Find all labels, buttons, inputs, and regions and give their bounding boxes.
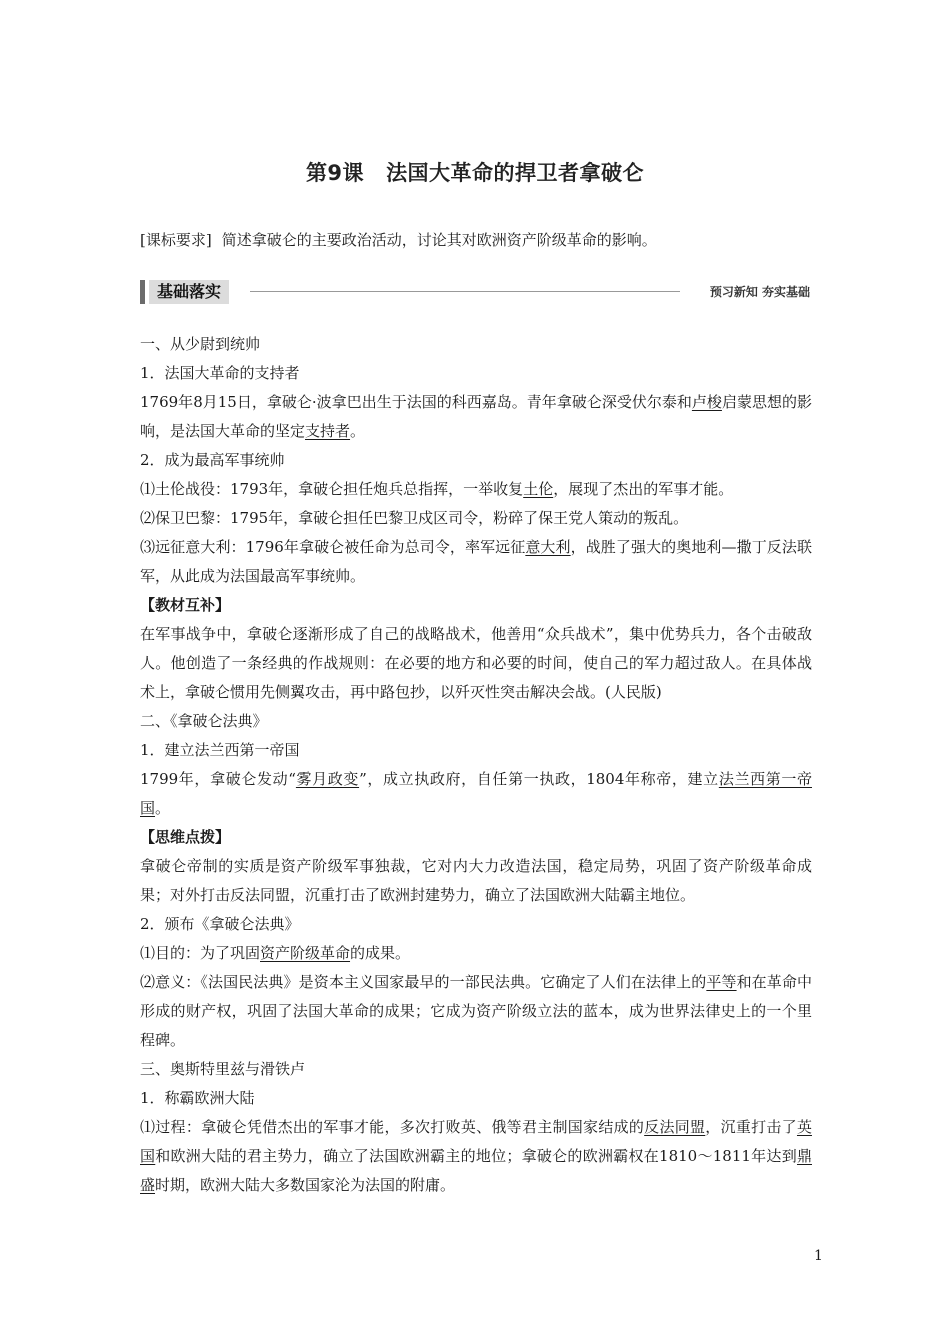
text: 和在革命中形成的财产权，巩固了法国大革命的成果；它成为资产阶级立法的蓝本，成为世界法律史上的一个里程碑。 [140,973,812,1049]
text: ”，成立执政府，自任第一执政，1804年称帝，建立 [359,770,719,788]
text: 和欧洲大陆的君主势力，确立了法国欧洲霸主的地位；拿破仑的欧洲霸权在1810～1811年达到 [155,1147,797,1165]
heading-2: 二、《拿破仑法典》 [140,712,268,730]
thinking-tip-text: 拿破仑帝制的实质是资产阶级军事独裁，它对内大力改造法国，稳定局势，巩固了资产阶级革命成果；对外打击反法同盟，沉重打击了欧洲封建势力，确立了法国欧洲大陆霸主地位。 [140,857,812,904]
document-body [140,330,812,1200]
underlined-term: 法兰西第一帝国 [140,770,812,817]
text: ⑴过程：拿破仑凭借杰出的军事才能，多次打败英、俄等君主制国家结成的 [140,1118,645,1136]
paragraph [140,765,812,823]
paragraph [140,388,812,446]
heading-1: 一、从少尉到统帅 [140,335,261,353]
underlined-term: 反法同盟 [644,1118,706,1136]
lesson-name: 法国大革命的捍卫者拿破仑 [386,161,645,185]
list-item [140,475,812,504]
text: ⑴目的：为了巩固 [140,944,261,962]
section-subtitle: 预习新知 夯实基础 [709,285,810,299]
section-divider [250,291,680,292]
text: ⑴土伦战役：1793年，拿破仑担任炮兵总指挥，一举收复 [140,480,524,498]
text: 1769年8月15日，拿破仑·波拿巴出生于法国的科西嘉岛。青年拿破仑深受伏尔泰和 [140,393,692,411]
list-item [140,533,812,591]
text: 1799年，拿破仑发动“ [140,770,296,788]
text: 。 [350,422,366,440]
section-marker [140,280,145,304]
text: 时期，欧洲大陆大多数国家沦为法国的附庸。 [155,1176,456,1194]
underlined-term: 意大利 [525,538,571,556]
text: 。 [155,799,171,817]
curriculum-requirement [140,230,657,250]
underlined-term: 雾月政变 [295,770,360,788]
list-item [140,939,812,968]
underlined-term: 卢梭 [691,393,722,411]
subheading-3-1: 1．称霸欧洲大陆 [140,1089,255,1107]
text: 启蒙思想的影响，是法国大革命的坚定 [140,393,812,440]
textbook-supplement-heading: 【教材互补】 [140,596,231,614]
underlined-term: 支持者 [305,422,351,440]
subheading-1-1: 1．法国大革命的支持者 [140,364,300,382]
underlined-term: 资产阶级革命 [260,944,351,962]
textbook-supplement-text: 在军事战争中，拿破仑逐渐形成了自己的战略战术，他善用“众兵战术”，集中优势兵力，各个击破敌人。他创造了一条经典的作战规则：在必要的地方和必要的时间，使自己的军力超过敌人。在具体战术上，拿破仑惯用先侧翼攻击，再中路包抄，以歼灭性突击解决会战。(人民版) [140,625,812,701]
underlined-term: 鼎盛 [140,1147,812,1194]
text: ，战胜了强大的奥地利—撒丁反法联军，从此成为法国最高军事统帅。 [140,538,812,585]
section-header [140,278,810,306]
requirement-text: 简述拿破仑的主要政治活动，讨论其对欧洲资产阶级革命的影响。 [221,231,657,249]
text: ⑶远征意大利：1796年拿破仑被任命为总司令，率军远征 [140,538,526,556]
underlined-term: 土伦 [523,480,554,498]
list-item [140,968,812,1055]
text: ，沉重打击了 [705,1118,797,1136]
subheading-1-2: 2．成为最高军事统帅 [140,451,285,469]
page-number: 1 [814,1248,823,1264]
underlined-term: 平等 [706,973,737,991]
list-item [140,1113,812,1200]
section-label: 基础落实 [149,280,229,304]
subheading-2-1: 1．建立法兰西第一帝国 [140,741,300,759]
text: 的成果。 [350,944,411,962]
text: ⑵意义：《法国民法典》是资本主义国家最早的一部民法典。它确定了人们在法律上的 [140,973,707,991]
lesson-title [0,157,950,187]
list-item: ⑵保卫巴黎：1795年，拿破仑担任巴黎卫戍区司令，粉碎了保王党人策动的叛乱。 [140,509,689,527]
subheading-2-2: 2．颁布《拿破仑法典》 [140,915,300,933]
thinking-tip-heading: 【思维点拨】 [140,828,231,846]
heading-3: 三、奥斯特里兹与滑铁卢 [140,1060,306,1078]
lesson-number: 第9课 [305,161,365,185]
underlined-term: 英国 [140,1118,812,1165]
text: ，展现了杰出的军事才能。 [553,480,734,498]
requirement-label: [课标要求] [140,231,212,249]
